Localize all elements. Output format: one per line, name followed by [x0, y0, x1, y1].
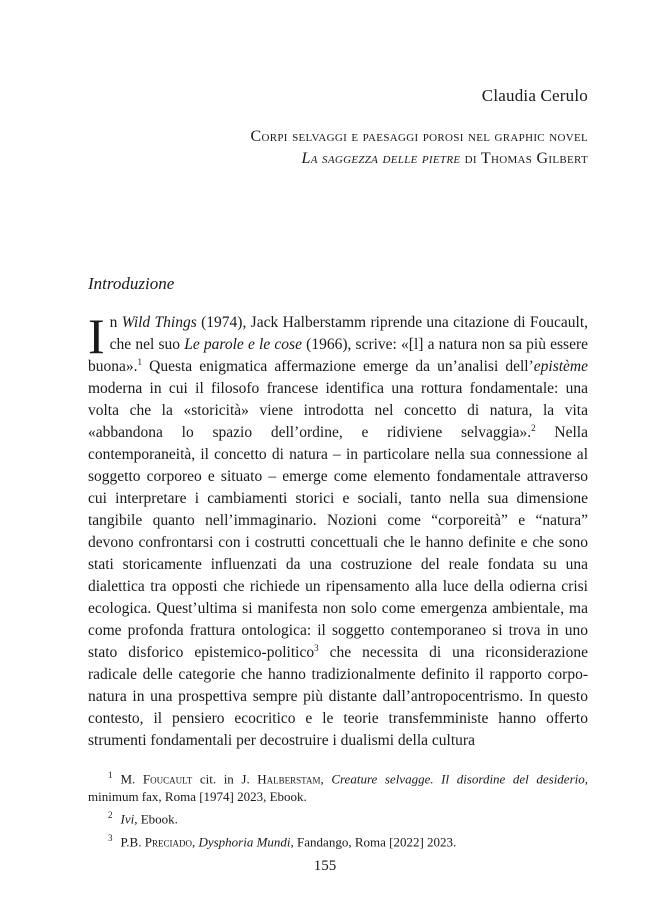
footnote-3: [88, 829, 588, 851]
footnote-number: 3: [108, 832, 113, 843]
body-text-run: che necessita di una riconsiderazione radicale delle categorie che hanno tradizionalmente definito il rapporto corpo-natura in una prospettiva sempre più distante dall’antropocentrismo. In questo contesto, il pensiero ecocritico e le teorie transfemministe hanno offerto strumenti fondamentali per decostruire i dualismi della cultura: [88, 644, 588, 749]
title-line-2: [88, 148, 588, 170]
footnote-text: , minimum fax, Roma [1974] 2023, Ebook.: [88, 771, 589, 805]
body-italic-run: Wild Things: [121, 314, 197, 331]
title-author: Thomas Gilbert: [480, 150, 588, 167]
footnote-ref[interactable]: 1: [137, 356, 143, 367]
footnote-number: 1: [108, 770, 113, 780]
author-sc: Halberstam: [257, 771, 321, 787]
title-line-1: Corpi selvaggi e paesaggi porosi nel graphic novel: [250, 128, 588, 145]
title-sep: di: [460, 150, 481, 167]
footnote-text: ,: [191, 833, 199, 849]
footnote-title: Dysphoria Mundi: [198, 833, 291, 849]
section-heading: Introduzione: [88, 274, 175, 293]
body-paragraph: [88, 308, 588, 752]
title-work: La saggezza delle pietre: [301, 150, 461, 167]
drop-cap: I: [88, 308, 105, 364]
body-text-run: Questa enigmatica affermazione emerge da un’analisi dell’: [142, 358, 534, 375]
footnote-ref[interactable]: 3: [314, 642, 319, 653]
footnote-ref[interactable]: 2: [531, 422, 536, 433]
footnote-text: ,: [320, 771, 332, 787]
page-number: 155: [313, 858, 337, 874]
body-italic-run: epistème: [533, 358, 588, 375]
author-name: Claudia Cerulo: [481, 86, 588, 105]
footnote-1: [88, 766, 588, 806]
author-sc: Preciado: [144, 833, 192, 849]
footnote-number: 2: [108, 810, 113, 821]
footnote-text: , Fandango, Roma [2022] 2023.: [290, 833, 457, 849]
body-text-run: (1966), scrive: «[l] a natura non sa più essere buona».: [88, 336, 588, 375]
footnote-text: , Ebook.: [134, 811, 178, 827]
author-sc: M. Foucault: [120, 771, 193, 787]
footnote-2: [88, 806, 588, 828]
footnote-title: Ivi: [120, 811, 135, 827]
body-text-run: moderna in cui il filosofo francese identifica una rottura fondamentale: una volta che la «storicità» viene introdotta nel concetto di natura, la vita «abbandona lo spazio dell’ordine, e ridiviene selvaggia».: [88, 380, 588, 441]
footnote-text: P.B.: [120, 833, 145, 849]
chapter-title: [88, 126, 588, 170]
footnote-text: cit. in J.: [192, 771, 258, 787]
body-text-run: (1974), Jack Halberstamm riprende una citazione di Foucault, che nel suo: [109, 314, 588, 353]
body-italic-run: Le parole e le cose: [184, 336, 302, 353]
body-text-run: n: [109, 314, 122, 331]
footnotes: [88, 766, 588, 851]
footnote-title: Creature selvagge. Il disordine del desiderio: [331, 771, 585, 787]
body-text-run: Nella contemporaneità, il concetto di natura – in particolare nella sua connessione al soggetto corporeo e situato – emerge come elemento fondamentale attraverso cui interpretare i cambiamenti storici e sociali, tanto nella sua dimensione tangibile quanto nell’immaginario. Nozioni come “corporeità” e “natura” devono confrontarsi con i costrutti concettuali che le hanno definite e che sono stati storicamente influenzati da una costruzione del reale fondata su una dialettica tra opposti che richiede un ripensamento alla luce della odierna crisi ecologica. Quest’ultima si manifesta non solo come emergenza ambientale, ma come profonda frattura ontologica: il soggetto contemporaneo si trova in uno stato disforico epistemico-politico: [88, 424, 588, 661]
